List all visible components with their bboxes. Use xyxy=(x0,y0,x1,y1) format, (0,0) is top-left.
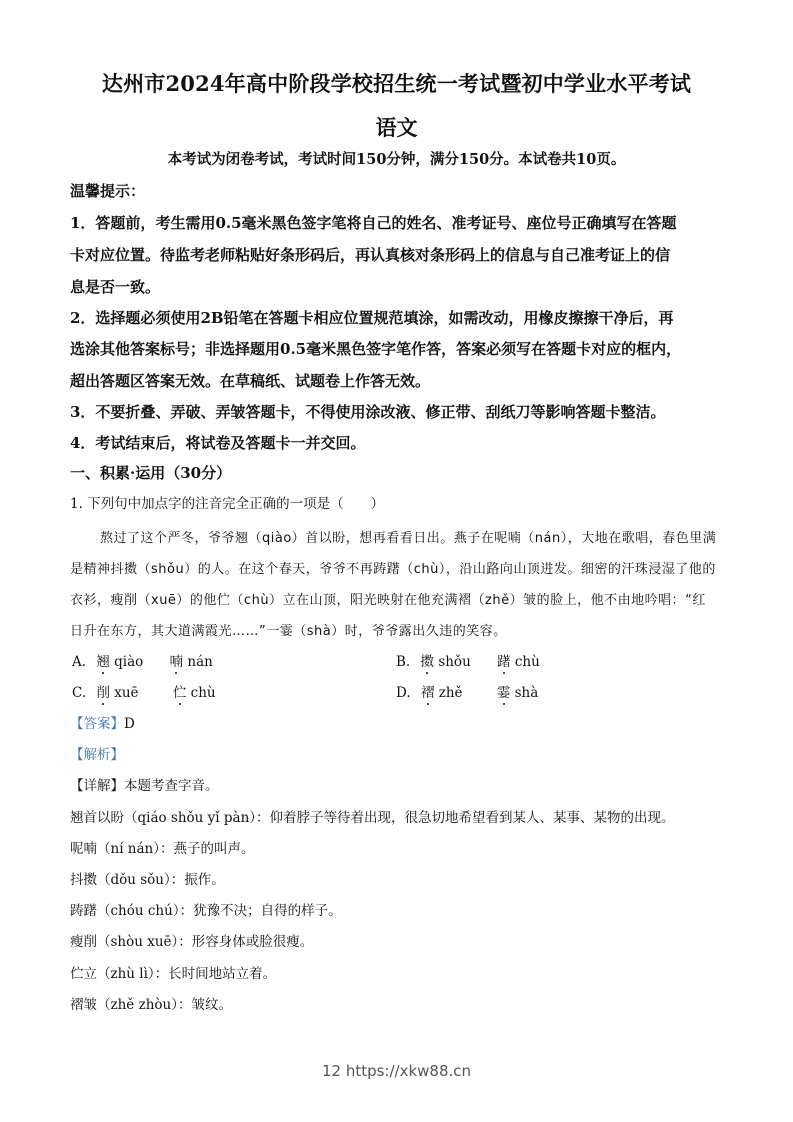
option-char: 喃 xyxy=(170,650,184,670)
notice-line: 卡对应位置。待监考老师粘贴好条形码后，再认真核对条形码上的信息与自己准考证上的信 xyxy=(70,246,671,264)
explanation-line: 踌躇（chóu chú）：犹豫不决；自得的样子。 xyxy=(70,903,342,919)
option-letter: A. xyxy=(72,654,87,670)
option-char: 霎 xyxy=(497,681,511,701)
explanation-line: 抖擞（dǒu sǒu）：振作。 xyxy=(70,872,225,888)
option-char: 削 xyxy=(96,681,110,701)
notice-line: 1．答题前，考生需用0.5毫米黑色签字笔将自己的姓名、准考证号、座位号正确填写在答题 xyxy=(70,214,677,232)
explanation-line: 呢喃（ní nán）：燕子的叫声。 xyxy=(70,841,255,857)
option-b xyxy=(396,650,540,670)
option-pinyin: zhě xyxy=(438,685,463,701)
option-char: 伫 xyxy=(173,681,187,701)
answer-row xyxy=(70,712,135,732)
option-pinyin: shǒu xyxy=(438,654,471,670)
notice-line: 息是否一致。 xyxy=(70,278,161,296)
section-heading: 一、积累·运用（30分） xyxy=(70,464,232,482)
question-stem: 1. 下列句中加点字的注音完全正确的一项是（ ） xyxy=(70,496,385,512)
passage-line: 衣衫，瘦削（xuē）的他伫（chù）立在山顶，阳光映射在他充满褶（zhě）皱的脸上，他不由地吟唱：“红 xyxy=(70,593,706,608)
explanation-line: 褶皱（zhě zhòu）：皱纹。 xyxy=(70,997,232,1013)
passage-line: 熬过了这个严冬，爷爷翘（qiào）首以盼，想再看看日出。燕子在呢喃（nán），大地在歌唱，春色里满 xyxy=(100,531,717,546)
option-letter: D. xyxy=(396,685,411,701)
detail-label: 【详解】 xyxy=(70,778,124,794)
notice-line: 2．选择题必须使用2B铅笔在答题卡相应位置规范填涂，如需改动，用橡皮擦擦干净后，再 xyxy=(70,309,674,327)
option-char: 擞 xyxy=(421,650,435,670)
answer-label: 【答案】 xyxy=(70,716,124,732)
option-pinyin: nán xyxy=(187,654,213,670)
option-d xyxy=(396,681,538,701)
detail-row xyxy=(70,774,219,794)
explanation-line: 翘首以盼（qiáo shǒu yǐ pàn）：仰着脖子等待着出现，很急切地希望看到某人、某事、某物的出现。 xyxy=(70,810,675,826)
option-pinyin: chù xyxy=(514,654,540,670)
answer-value: D xyxy=(124,716,135,732)
option-char: 翘 xyxy=(96,650,110,670)
passage-line: 日升在东方，其大道满霞光……”一霎（shà）时，爷爷露出久违的笑容。 xyxy=(70,624,507,639)
explanation-line: 伫立（zhù lì）：长时间地站立着。 xyxy=(70,966,277,982)
notice-line: 选涂其他答案标号；非选择题用0.5毫米黑色签字笔作答，答案必须写在答题卡对应的框内， xyxy=(70,340,682,358)
notice-line: 超出答题区答案无效。在草稿纸、试题卷上作答无效。 xyxy=(70,372,431,390)
option-pinyin: xuē xyxy=(114,685,139,701)
passage-line: 是精神抖擞（shǒu）的人。在这个春天，爷爷不再踌躇（chù），沿山路向山顶进发。细密的汗珠浸湿了他的 xyxy=(70,562,716,577)
notice-line: 4．考试结束后，将试卷及答题卡一并交回。 xyxy=(70,434,366,452)
analysis-label: 【解析】 xyxy=(70,747,124,763)
option-a xyxy=(72,650,213,670)
option-letter: B. xyxy=(396,654,411,670)
notice-line: 3．不要折叠、弄破、弄皱答题卡，不得使用涂改液、修正带、刮纸刀等影响答题卡整洁。 xyxy=(70,403,666,421)
option-char: 躇 xyxy=(497,650,511,670)
detail-intro: 本题考查字音。 xyxy=(124,778,219,794)
option-letter: C. xyxy=(72,685,87,701)
option-pinyin: shà xyxy=(514,685,539,701)
exam-info: 本考试为闭卷考试，考试时间150分钟，满分150分。本试卷共10页。 xyxy=(167,151,626,168)
exam-title: 达州市2024年高中阶段学校招生统一考试暨初中学业水平考试 xyxy=(101,71,692,96)
option-char: 褶 xyxy=(421,681,435,701)
notice-heading: 温馨提示： xyxy=(70,182,146,200)
page-footer: 12 https://xkw88.cn xyxy=(321,1062,472,1080)
explanation-line: 瘦削（shòu xuē）：形容身体或脸很瘦。 xyxy=(70,934,314,950)
subject-title: 语文 xyxy=(375,115,418,140)
option-c xyxy=(72,681,216,701)
option-pinyin: qiào xyxy=(114,654,144,670)
option-pinyin: chù xyxy=(190,685,216,701)
